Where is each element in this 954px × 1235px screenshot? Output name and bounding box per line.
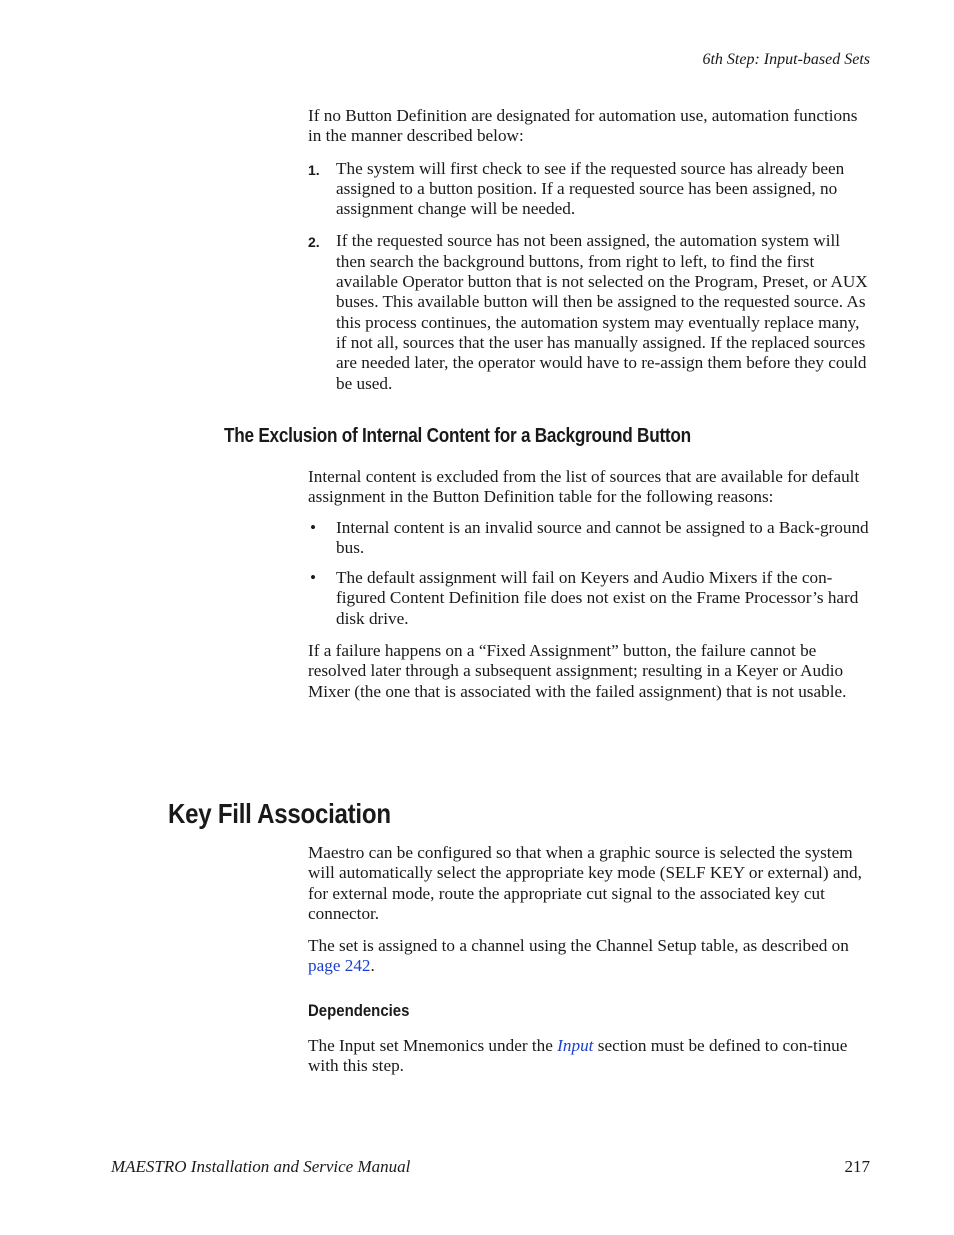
key-fill-paragraph: Maestro can be configured so that when a graphic source is selected the system will automatically select the appropriate key mode (SELF KEY or external) and, for external mode, route the appropriate cut signal to the associated key cut connector. <box>308 843 862 923</box>
step-text: If the requested source has not been assigned, the automation system will then search the background buttons, from right to left, to find the first available Operator button that is not selected on the Program, Preset, or AUX buses. This available button will then be assigned to the requested source. As this process continues, the automation system may eventually replace many, if not all, sources that the user has manually assigned. If the replaced sources are needed later, the operator would have to re-assign them before they could be used. <box>336 231 868 393</box>
exclusion-closing-paragraph: If a failure happens on a “Fixed Assignment” button, the failure cannot be resolved later through a subsequent assignment; resulting in a Keyer or Audio Mixer (the one that is associated with the failed assignment) that is not usable. <box>308 641 847 701</box>
page-242-link[interactable]: page 242 <box>308 956 371 976</box>
bullet-text: Internal content is an invalid source and cannot be assigned to a Back-ground bus. <box>336 517 869 557</box>
bullet-marker: • <box>310 517 317 537</box>
dependencies-text: The Input set Mnemonics under the <box>308 1036 558 1055</box>
exclusion-section <box>308 467 870 702</box>
dependencies-paragraph <box>308 1036 870 1077</box>
running-header: 6th Step: Input-based Sets <box>702 51 870 68</box>
step-number: 1. <box>308 161 320 178</box>
key-fill-heading: Key Fill Association <box>168 798 391 829</box>
automation-steps-list <box>308 159 870 394</box>
dependencies-text-end: section must be defined to con-tinue with this step. <box>308 1036 848 1076</box>
input-link[interactable]: Input <box>557 1036 594 1055</box>
bullet-text: The default assignment will fail on Keyers and Audio Mixers if the con-figured Content Definition file does not exist on the Frame Processor’s hard disk drive. <box>336 568 859 628</box>
channel-setup-paragraph <box>308 936 870 977</box>
intro-paragraph: If no Button Definition are designated for automation use, automation functions in the manner described below: <box>308 106 858 146</box>
exclusion-paragraph: Internal content is excluded from the list of sources that are available for default assignment in the Button Definition table for the following reasons: <box>308 467 860 507</box>
footer-manual-title: MAESTRO Installation and Service Manual <box>111 1157 411 1176</box>
dependencies-section <box>308 1036 870 1077</box>
list-item <box>308 231 870 393</box>
list-item <box>308 568 870 629</box>
intro-section <box>308 106 870 394</box>
list-item <box>308 518 870 559</box>
channel-setup-text-end: . <box>370 956 375 976</box>
footer-page-number: 217 <box>844 1157 870 1176</box>
list-item <box>308 159 870 220</box>
bullet-marker: • <box>310 568 317 588</box>
channel-setup-text: The set is assigned to a channel using the Channel Setup table, as described on <box>308 936 849 956</box>
step-text: The system will first check to see if the requested source has already been assigned to a button position. If a requested source has been assigned, no assignment change will be needed. <box>336 158 845 219</box>
key-fill-section <box>308 843 870 977</box>
exclusion-heading: The Exclusion of Internal Content for a Background Button <box>224 425 691 447</box>
step-number: 2. <box>308 234 320 251</box>
dependencies-heading: Dependencies <box>308 1001 410 1020</box>
exclusion-reasons-list <box>308 518 870 629</box>
